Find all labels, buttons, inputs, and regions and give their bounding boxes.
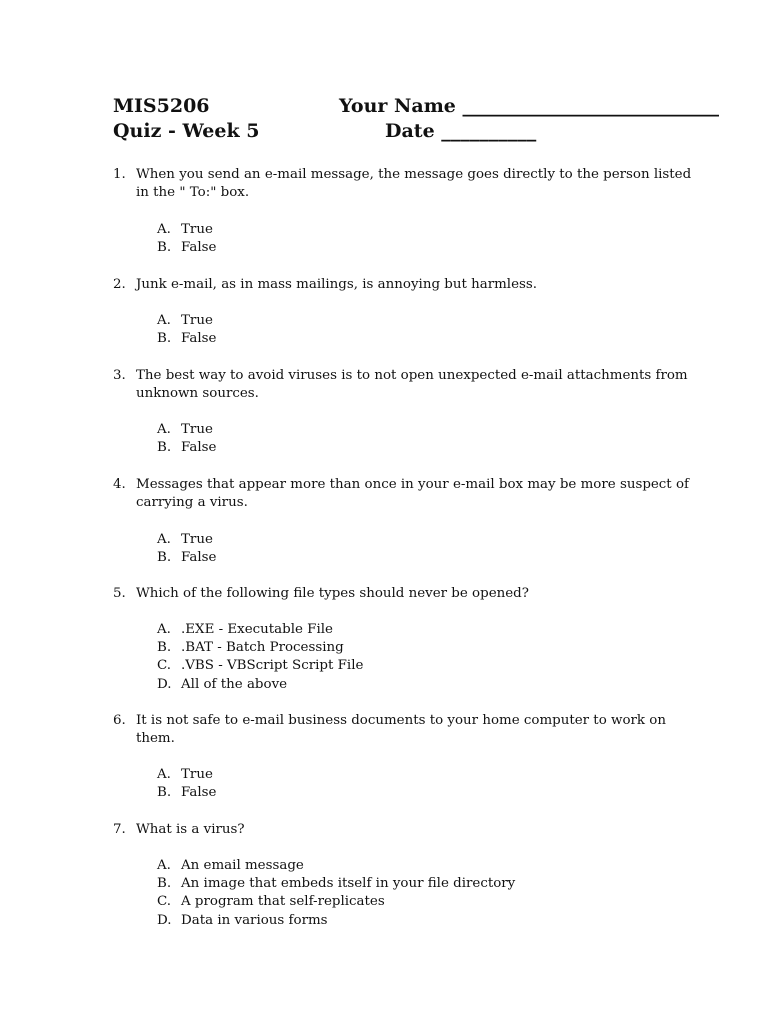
option-text: .BAT - Batch Processing [181, 640, 344, 656]
option-text: False [181, 240, 217, 256]
option-letter: B. [157, 331, 172, 347]
question-text: It is not safe to e-mail business documents to your home computer to work on them. [136, 713, 666, 747]
option-letter: D. [157, 676, 172, 692]
option-letter: B. [157, 785, 172, 801]
course-code: MIS5206 [113, 95, 210, 117]
question-text: Messages that appear more than once in your e-mail box may be more suspect of carrying a virus. [136, 477, 689, 511]
question-1 [113, 166, 696, 202]
option[interactable] [157, 621, 363, 639]
option[interactable] [157, 676, 363, 694]
option[interactable] [157, 549, 216, 567]
options-7 [157, 857, 515, 930]
option[interactable] [157, 439, 216, 457]
option-letter: B. [157, 876, 172, 892]
option[interactable] [157, 893, 515, 911]
option-text: An email message [181, 858, 304, 873]
option-letter: B. [157, 440, 172, 456]
option-text: Data in various forms [181, 912, 328, 928]
option[interactable] [157, 330, 216, 348]
option-text: False [181, 331, 217, 347]
option-letter: A. [157, 858, 171, 873]
option-letter: B. [157, 550, 172, 566]
question-2 [113, 276, 696, 294]
option-text: False [181, 550, 217, 566]
option-text: False [181, 440, 217, 456]
question-number: 4. [113, 477, 126, 492]
option[interactable] [157, 531, 216, 549]
option[interactable] [157, 312, 216, 330]
option[interactable] [157, 657, 363, 675]
option-letter: D. [157, 912, 172, 928]
option[interactable] [157, 857, 515, 875]
option-letter: A. [157, 422, 171, 437]
options-1 [157, 221, 216, 257]
question-number: 2. [113, 277, 126, 292]
options-6 [157, 766, 216, 802]
option-letter: B. [157, 240, 172, 256]
question-4 [113, 476, 696, 512]
options-4 [157, 531, 216, 567]
option[interactable] [157, 239, 216, 257]
question-number: 6. [113, 713, 126, 728]
option[interactable] [157, 766, 216, 784]
question-3 [113, 367, 696, 403]
option[interactable] [157, 221, 216, 239]
option-letter: A. [157, 767, 171, 782]
date-field-label: Date __________ [385, 120, 537, 142]
question-text: When you send an e-mail message, the message goes directly to the person listed in the " To:" box. [136, 167, 692, 201]
options-2 [157, 312, 216, 348]
option[interactable] [157, 639, 363, 657]
option[interactable] [157, 421, 216, 439]
options-3 [157, 421, 216, 457]
option-letter: A. [157, 622, 171, 637]
quiz-title: Quiz - Week 5 [113, 120, 260, 142]
option-text: .VBS - VBScript Script File [181, 658, 364, 674]
option-letter: A. [157, 222, 171, 237]
option-letter: A. [157, 313, 171, 328]
option[interactable] [157, 875, 515, 893]
question-number: 5. [113, 586, 126, 601]
option-text: All of the above [181, 676, 288, 692]
option-letter: C. [157, 894, 172, 910]
question-number: 3. [113, 368, 126, 383]
question-number: 7. [113, 822, 126, 837]
question-6 [113, 712, 696, 748]
name-field-label: Your Name ___________________________ [339, 95, 720, 117]
option-text: An image that embeds itself in your file directory [181, 876, 516, 892]
option-text: A program that self-replicates [181, 894, 385, 910]
option-text: False [181, 785, 217, 801]
option-text: True [181, 222, 213, 237]
question-text: Which of the following file types should never be opened? [136, 586, 529, 601]
option-text: .EXE - Executable File [181, 622, 333, 637]
option[interactable] [157, 784, 216, 802]
question-number: 1. [113, 167, 126, 182]
question-text: What is a virus? [136, 822, 245, 837]
option-text: True [181, 767, 213, 782]
question-7 [113, 821, 696, 839]
options-5 [157, 621, 363, 694]
option-text: True [181, 422, 213, 437]
option-letter: A. [157, 532, 171, 547]
question-text: Junk e-mail, as in mass mailings, is annoying but harmless. [136, 277, 538, 292]
option-letter: C. [157, 658, 172, 674]
option-letter: B. [157, 640, 172, 656]
question-text: The best way to avoid viruses is to not open unexpected e-mail attachments from unknown sources. [136, 368, 688, 402]
question-5 [113, 585, 696, 603]
option-text: True [181, 313, 213, 328]
option[interactable] [157, 912, 515, 930]
option-text: True [181, 532, 213, 547]
